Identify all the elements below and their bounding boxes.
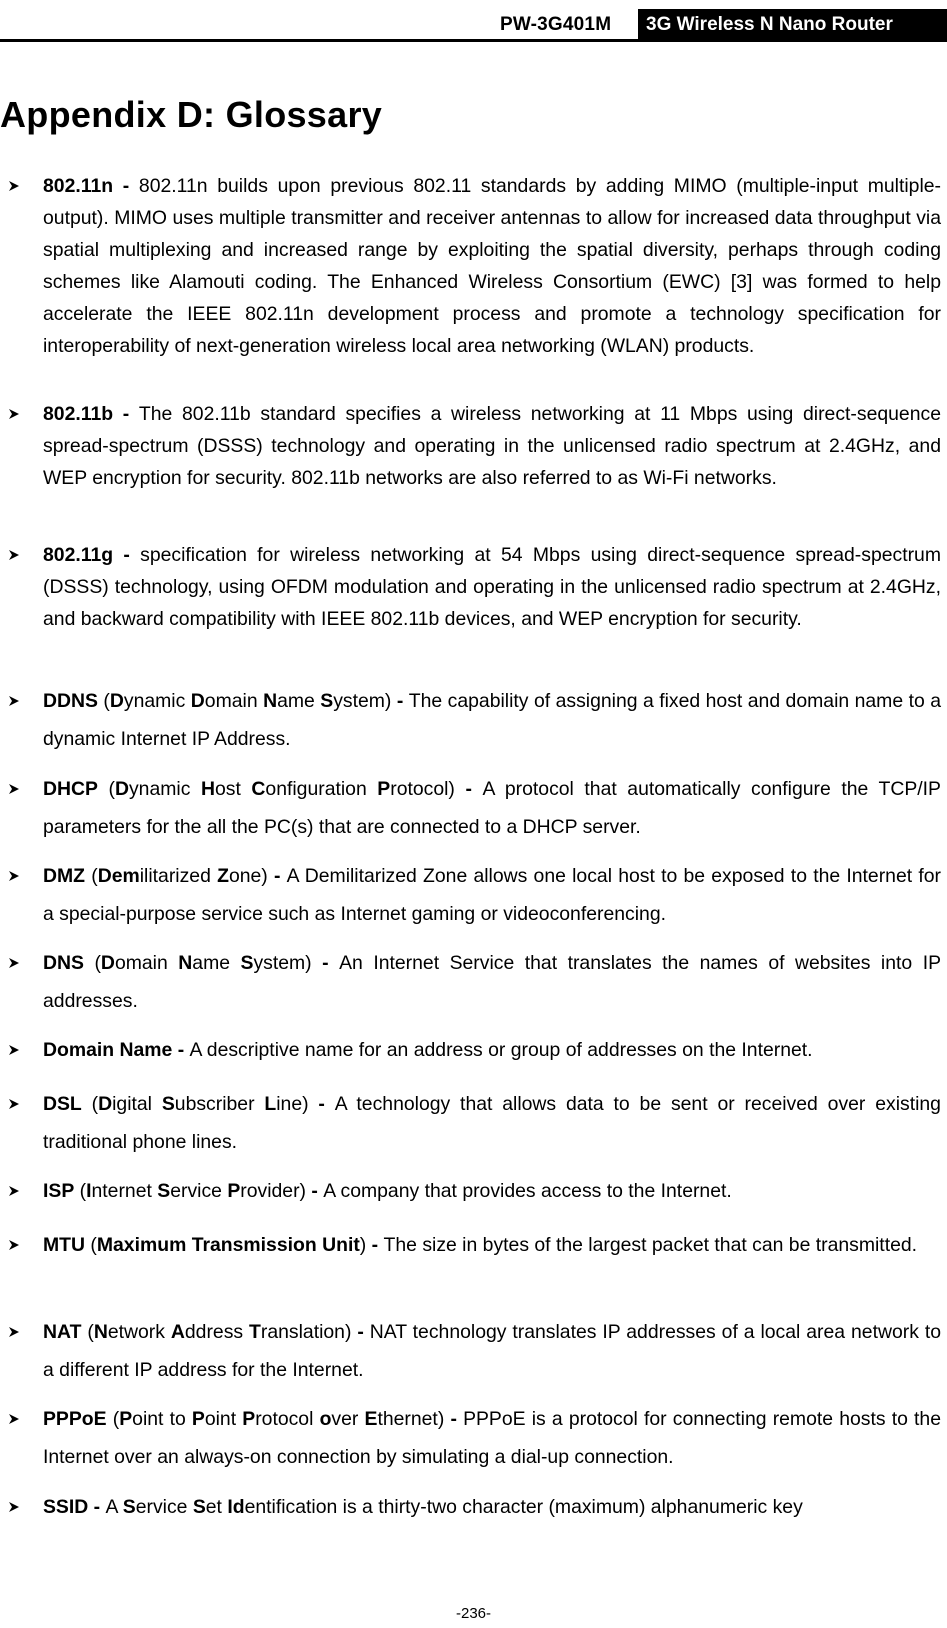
glossary-term-emphasis: -	[465, 778, 483, 800]
glossary-term-emphasis: -	[322, 952, 340, 974]
glossary-definition: 802.11n builds upon previous 802.11 standards by adding MIMO (multiple-input multiple-output). MIMO uses multiple transmitter and receiver antennas to allow for increased data throughput via spatial multiplexing and increased range by exploiting the spatial diversity, perhaps through coding schemes like Alamouti coding. The Enhanced Wireless Consortium (EWC) [3] was formed to help accelerate the IEEE 802.11n development process and promote a technology specification for interoperability of next-generation wireless local area networking (WLAN) products.	[43, 175, 941, 357]
glossary-term-emphasis: I	[86, 1180, 92, 1202]
arrowhead-bullet-icon	[7, 179, 21, 193]
glossary-term-emphasis: D	[190, 690, 205, 712]
glossary-term: ISP	[43, 1180, 75, 1202]
glossary-term: DHCP	[43, 778, 98, 800]
glossary-term-emphasis: -	[371, 1234, 384, 1256]
glossary-term-expansion: ame	[192, 952, 241, 974]
glossary-term-expansion: ynamic	[123, 690, 191, 712]
glossary-term-expansion: ystem)	[333, 690, 397, 712]
page-header	[0, 0, 947, 42]
glossary-definition: A technology that allows data to be sent or received over existing traditional phone lines.	[43, 1093, 941, 1153]
glossary-term-expansion: (	[74, 1180, 87, 1202]
glossary-entry-text	[43, 1488, 941, 1526]
glossary-term-emphasis: N	[178, 952, 193, 974]
glossary-entry-text	[43, 944, 941, 1020]
glossary-term-expansion: nternet	[91, 1180, 158, 1202]
glossary-definition: PPPoE is a protocol for connecting remote hosts to the Internet over an always-on connection by simulating a dial-up connection.	[43, 1408, 941, 1468]
glossary-term-expansion: entification is a thirty-two character (maximum) alphanumeric key	[244, 1496, 803, 1518]
glossary-definition: The 802.11b standard specifies a wireless networking at 11 Mbps using direct-sequence spread-spectrum (DSSS) technology and operating in the unlicensed radio spectrum at 2.4GHz, and WEP encryption for security. 802.11b networks are also referred to as Wi-Fi networks.	[43, 403, 941, 489]
glossary-term: DDNS	[43, 690, 98, 712]
glossary-term-expansion: ynamic	[128, 778, 201, 800]
glossary-term-emphasis: -	[273, 865, 287, 887]
glossary-entry-text	[43, 1031, 941, 1069]
glossary-term-expansion: oint to	[132, 1408, 192, 1430]
glossary-entry-text	[43, 1226, 941, 1264]
glossary-definition: A protocol that automatically configure the TCP/IP parameters for the all the PC(s) that are connected to a DHCP server.	[43, 778, 941, 838]
arrowhead-bullet-icon	[7, 1097, 21, 1111]
glossary-term-emphasis: P	[191, 1408, 205, 1430]
arrowhead-bullet-icon	[7, 1412, 21, 1426]
glossary-term-expansion: ranslation)	[260, 1321, 358, 1343]
glossary-term-emphasis: C	[251, 778, 266, 800]
glossary-term-expansion: thernet)	[377, 1408, 451, 1430]
glossary-term-expansion: ddress	[184, 1321, 250, 1343]
glossary-term-expansion: et	[205, 1496, 228, 1518]
glossary-entry-text	[43, 857, 941, 933]
glossary-term-expansion: ilitarized	[139, 865, 218, 887]
arrowhead-bullet-icon	[7, 548, 21, 562]
glossary-term-expansion: (	[85, 865, 98, 887]
glossary-term-emphasis: -	[357, 1321, 370, 1343]
glossary-definition: NAT technology translates IP addresses of a local area network to a different IP address for the Internet.	[43, 1321, 942, 1381]
glossary-term-expansion: igital	[112, 1093, 162, 1115]
glossary-definition: specification for wireless networking at 54 Mbps using direct-sequence spread-spectrum (DSSS) technology, using OFDM modulation and operating in the unlicensed radio spectrum at 2.4GHz, and backward compatibility with IEEE 802.11b devices, and WEP encryption for security.	[43, 544, 941, 630]
glossary-term-emphasis: -	[396, 690, 409, 712]
glossary-term-expansion: ervice	[135, 1496, 193, 1518]
glossary-term: 802.11b -	[43, 403, 139, 425]
glossary-term-expansion: onfiguration	[265, 778, 378, 800]
glossary-term-expansion: (	[106, 1408, 120, 1430]
glossary-entry-text	[43, 1085, 941, 1161]
arrowhead-bullet-icon	[7, 407, 21, 421]
glossary-term-emphasis: S	[122, 1496, 136, 1518]
glossary-term-emphasis: S	[320, 690, 334, 712]
glossary-term-expansion: rovider)	[240, 1180, 312, 1202]
glossary-term-expansion: oint	[204, 1408, 243, 1430]
header-product-title: 3G Wireless N Nano Router	[638, 9, 947, 40]
glossary-term: 802.11g -	[43, 544, 141, 566]
glossary-term-expansion: )	[359, 1234, 372, 1256]
glossary-term-emphasis: -	[311, 1180, 324, 1202]
glossary-term-emphasis: P	[227, 1180, 241, 1202]
glossary-term-emphasis: N	[263, 690, 278, 712]
arrowhead-bullet-icon	[7, 1325, 21, 1339]
arrowhead-bullet-icon	[7, 1500, 21, 1514]
glossary-term-expansion: (	[85, 1234, 97, 1256]
glossary-term-expansion: (	[81, 1093, 99, 1115]
glossary-entry-text	[43, 1313, 941, 1389]
glossary-term-expansion: (	[81, 1321, 94, 1343]
glossary-entry-text	[43, 170, 941, 362]
glossary-term: PPPoE	[43, 1408, 107, 1430]
glossary-term-emphasis: Z	[217, 865, 229, 887]
glossary-term-expansion: ubscriber	[174, 1093, 265, 1115]
glossary-entry-text	[43, 1172, 941, 1210]
glossary-term-emphasis: S	[192, 1496, 206, 1518]
glossary-term: NAT	[43, 1321, 82, 1343]
arrowhead-bullet-icon	[7, 869, 21, 883]
glossary-term-expansion: omain	[114, 952, 179, 974]
glossary-term-expansion: one)	[228, 865, 274, 887]
arrowhead-bullet-icon	[7, 1238, 21, 1252]
glossary-term-emphasis: -	[318, 1093, 335, 1115]
page-number: -236-	[455, 1605, 492, 1622]
glossary-definition: A descriptive name for an address or group of addresses on the Internet.	[189, 1039, 813, 1061]
arrowhead-bullet-icon	[7, 694, 21, 708]
glossary-term-emphasis: T	[249, 1321, 261, 1343]
glossary-term-expansion: A	[105, 1496, 123, 1518]
page-title: Appendix D: Glossary	[0, 94, 383, 135]
glossary-term-expansion: (	[97, 690, 110, 712]
glossary-term: MTU	[43, 1234, 86, 1256]
glossary-term: 802.11n -	[43, 175, 139, 197]
glossary-definition: The capability of assigning a fixed host and domain name to a dynamic Internet IP Address.	[43, 690, 941, 750]
glossary-term-emphasis: L	[264, 1093, 277, 1115]
glossary-term-emphasis: -	[450, 1408, 464, 1430]
glossary-term-emphasis: De	[97, 865, 123, 887]
arrowhead-bullet-icon	[7, 782, 21, 796]
glossary-term-emphasis: S	[240, 952, 254, 974]
arrowhead-bullet-icon	[7, 1184, 21, 1198]
glossary-entry-text	[43, 539, 941, 635]
glossary-term-expansion: omain	[204, 690, 264, 712]
glossary-definition: A Demilitarized Zone allows one local host to be exposed to the Internet for a special-purpose service such as Internet gaming or videoconferencing.	[43, 865, 941, 925]
glossary-term-expansion: (	[97, 778, 115, 800]
glossary-term-expansion: ine)	[276, 1093, 319, 1115]
glossary-term: SSID -	[43, 1496, 106, 1518]
glossary-definition: The size in bytes of the largest packet that can be transmitted.	[383, 1234, 918, 1256]
glossary-term-emphasis: S	[157, 1180, 171, 1202]
glossary-term-expansion: (	[83, 952, 101, 974]
glossary-term: DNS	[43, 952, 84, 974]
glossary-term-emphasis: D	[98, 1093, 113, 1115]
glossary-term-emphasis: P	[377, 778, 391, 800]
header-model: PW-3G401M	[500, 14, 612, 35]
arrowhead-bullet-icon	[7, 1043, 21, 1057]
glossary-definition: An Internet Service that translates the names of websites into IP addresses.	[43, 952, 942, 1012]
glossary-term: Domain Name -	[43, 1039, 190, 1061]
glossary-term-emphasis: H	[200, 778, 215, 800]
glossary-term-emphasis: P	[119, 1408, 133, 1430]
glossary-entry-text	[43, 1400, 941, 1476]
glossary-term-emphasis: D	[100, 952, 115, 974]
glossary-term: DMZ	[43, 865, 86, 887]
glossary-entry-text	[43, 770, 941, 846]
glossary-term-expansion: ame	[277, 690, 321, 712]
glossary-definition: A company that provides access to the Internet.	[323, 1180, 732, 1202]
glossary-term-expansion: rotocol)	[390, 778, 466, 800]
glossary-term-emphasis: A	[170, 1321, 185, 1343]
glossary-term-emphasis: Id	[227, 1496, 245, 1518]
glossary-term-emphasis: Maximum Transmission Unit	[96, 1234, 360, 1256]
glossary-term-expansion: etwork	[107, 1321, 171, 1343]
glossary-term-emphasis: o	[319, 1408, 332, 1430]
glossary-term-emphasis: S	[161, 1093, 175, 1115]
glossary-term-emphasis: N	[93, 1321, 108, 1343]
glossary-term-expansion: ystem)	[253, 952, 323, 974]
glossary-term-emphasis: E	[364, 1408, 378, 1430]
glossary-term-expansion: rotocol	[255, 1408, 320, 1430]
glossary-term-emphasis: D	[109, 690, 124, 712]
arrowhead-bullet-icon	[7, 956, 21, 970]
glossary-term-expansion: ost	[214, 778, 252, 800]
glossary-term-expansion: ervice	[170, 1180, 228, 1202]
glossary-entry-text	[43, 682, 941, 758]
glossary-term-emphasis: m	[122, 865, 140, 887]
glossary-term: DSL	[43, 1093, 82, 1115]
glossary-term-emphasis: D	[114, 778, 129, 800]
glossary-term-emphasis: P	[242, 1408, 256, 1430]
glossary-term-expansion: ver	[331, 1408, 365, 1430]
glossary-entry-text	[43, 398, 941, 494]
